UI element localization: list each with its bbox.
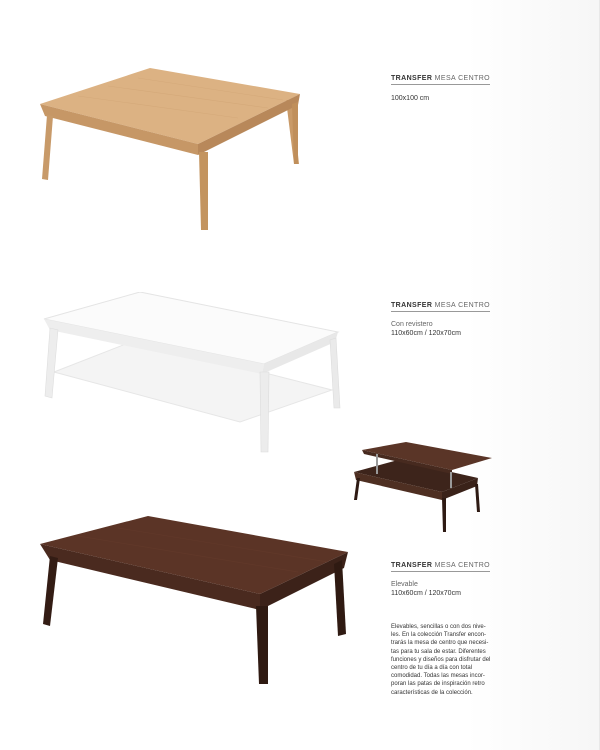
- product-info-white: [391, 294, 521, 338]
- product-info-oak: [391, 67, 521, 103]
- product-brand: TRANSFER: [391, 562, 433, 569]
- product-brand: TRANSFER: [391, 302, 433, 309]
- product-category: MESA CENTRO: [434, 302, 491, 309]
- product-variant: Con revistero: [391, 321, 433, 328]
- product-dimensions: 100x100 cm: [391, 95, 430, 102]
- product-category: MESA CENTRO: [434, 562, 491, 569]
- product-dimensions: 110x60cm / 120x70cm: [391, 590, 461, 597]
- product-heading: [391, 302, 490, 312]
- product-dimensions: 110x60cm / 120x70cm: [391, 330, 461, 337]
- product-description: Elevables, sencillas o con dos nive-les. En la colección Transfer encon-trarás la mesa de centro que necesi-tas para tu sala de estar. Diferentes funciones y diseños para disfrutar del centro de tu día a día con total comodidad. Todas las mesas incor-poran las patas de inspiración retro características de la colección.: [391, 624, 491, 696]
- product-info-walnut: [391, 554, 521, 697]
- product-heading: [391, 562, 490, 572]
- product-brand: TRANSFER: [391, 75, 433, 82]
- lift-top-table-image: [346, 440, 496, 534]
- product-variant: Elevable: [391, 581, 418, 588]
- product-heading: [391, 75, 490, 85]
- oak-square-table-image: [38, 64, 304, 234]
- walnut-table-image: [38, 514, 350, 686]
- white-shelf-table-image: [40, 292, 346, 457]
- product-category: MESA CENTRO: [434, 75, 491, 82]
